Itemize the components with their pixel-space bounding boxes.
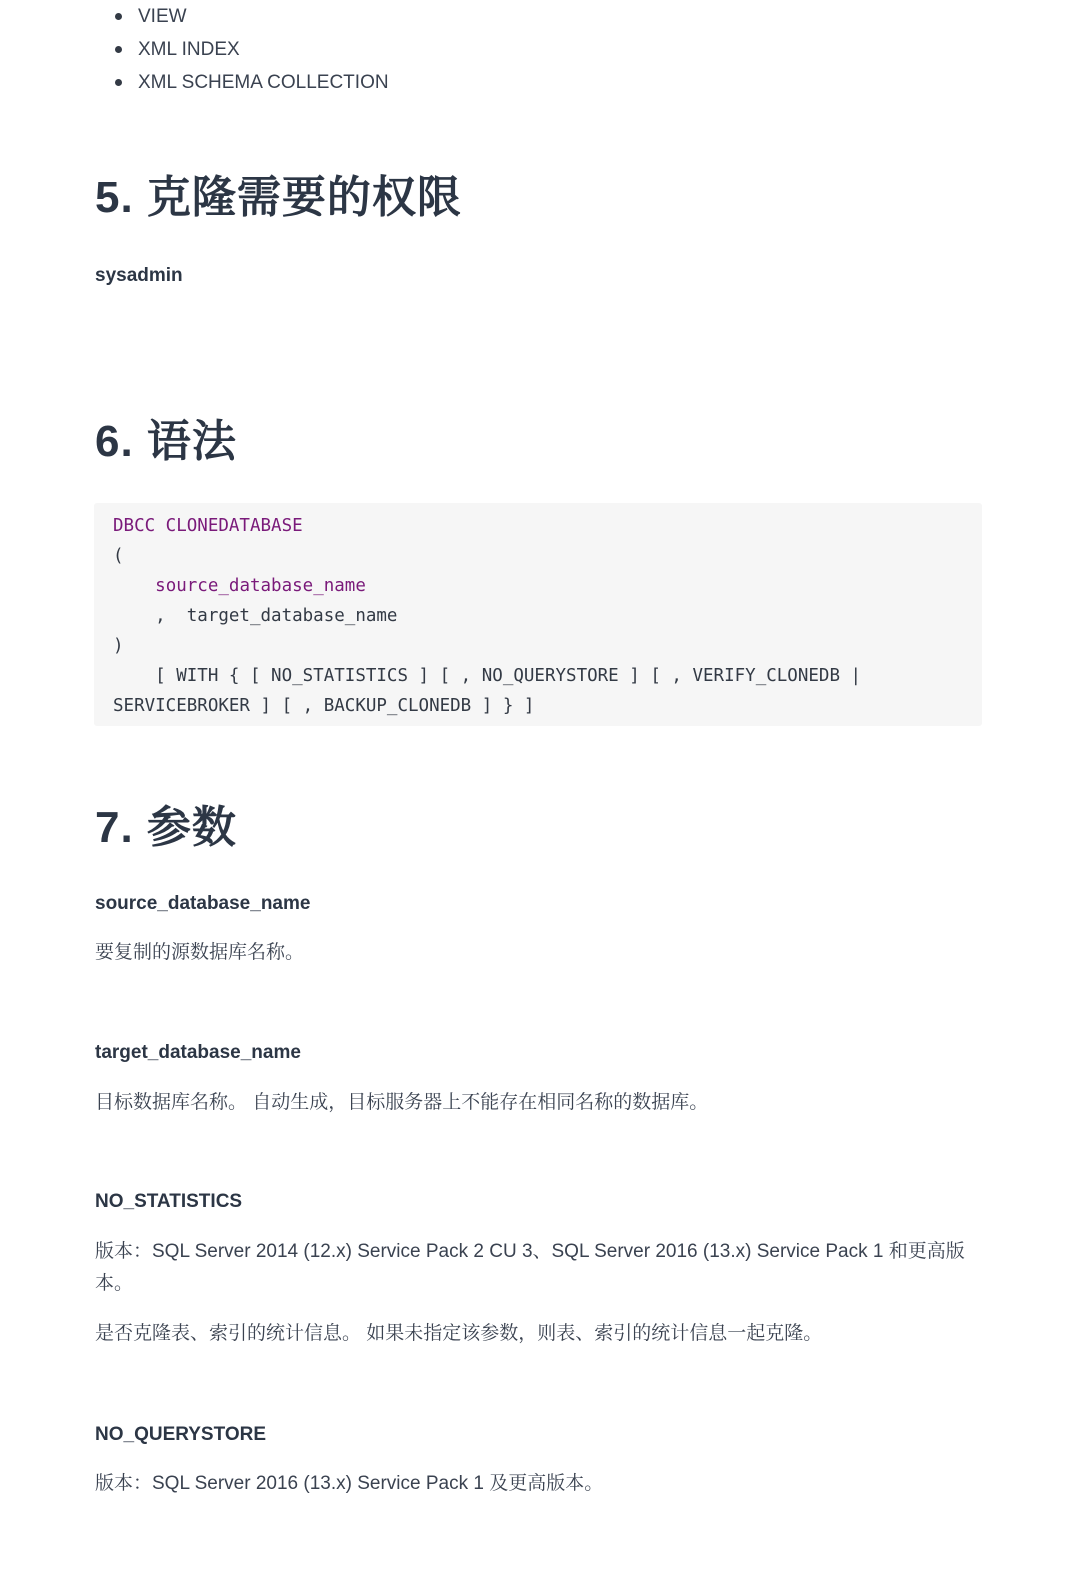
code-keyword: source_database_name [155, 576, 366, 596]
code-line: [ WITH { [ NO_STATISTICS ] [ , NO_QUERYSTORE ] [ , VERIFY_CLONEDB | [113, 666, 862, 686]
list-item: VIEW [138, 0, 389, 33]
param-description: 是否克隆表、索引的统计信息。 如果未指定该参数，则表、索引的统计信息一起克隆。 [95, 1323, 823, 1344]
permission-value: sysadmin [95, 265, 183, 286]
object-type-list [95, 0, 389, 99]
section-heading-syntax: 6. 语法 [95, 417, 237, 466]
syntax-code-block [94, 503, 982, 726]
param-name: NO_QUERYSTORE [95, 1424, 267, 1445]
param-description: 要复制的源数据库名称。 [95, 942, 305, 963]
param-name: source_database_name [95, 893, 311, 914]
list-item: XML INDEX [138, 33, 389, 66]
code-line: SERVICEBROKER ] [ , BACKUP_CLONEDB ] } ] [113, 696, 535, 716]
param-description: 目标数据库名称。 自动生成，目标服务器上不能存在相同名称的数据库。 [95, 1092, 709, 1113]
list-item: XML SCHEMA COLLECTION [138, 66, 389, 99]
code-keyword: DBCC CLONEDATABASE [113, 516, 303, 536]
code-line: , target_database_name [113, 606, 398, 626]
section-heading-parameters: 7. 参数 [95, 803, 237, 852]
param-name: NO_STATISTICS [95, 1191, 243, 1212]
code-line: ) [113, 636, 124, 656]
param-name: target_database_name [95, 1042, 301, 1063]
param-version: 版本：SQL Server 2016 (13.x) Service Pack 1 及更高版本。 [95, 1473, 604, 1494]
section-heading-permissions: 5. 克隆需要的权限 [95, 173, 462, 222]
param-version: 版本：SQL Server 2014 (12.x) Service Pack 2 CU 3、SQL Server 2016 (13.x) Service Pack 1 和更高版本。 [95, 1241, 965, 1294]
code-line [113, 511, 963, 541]
code-line [113, 571, 963, 601]
code-line: ( [113, 546, 124, 566]
